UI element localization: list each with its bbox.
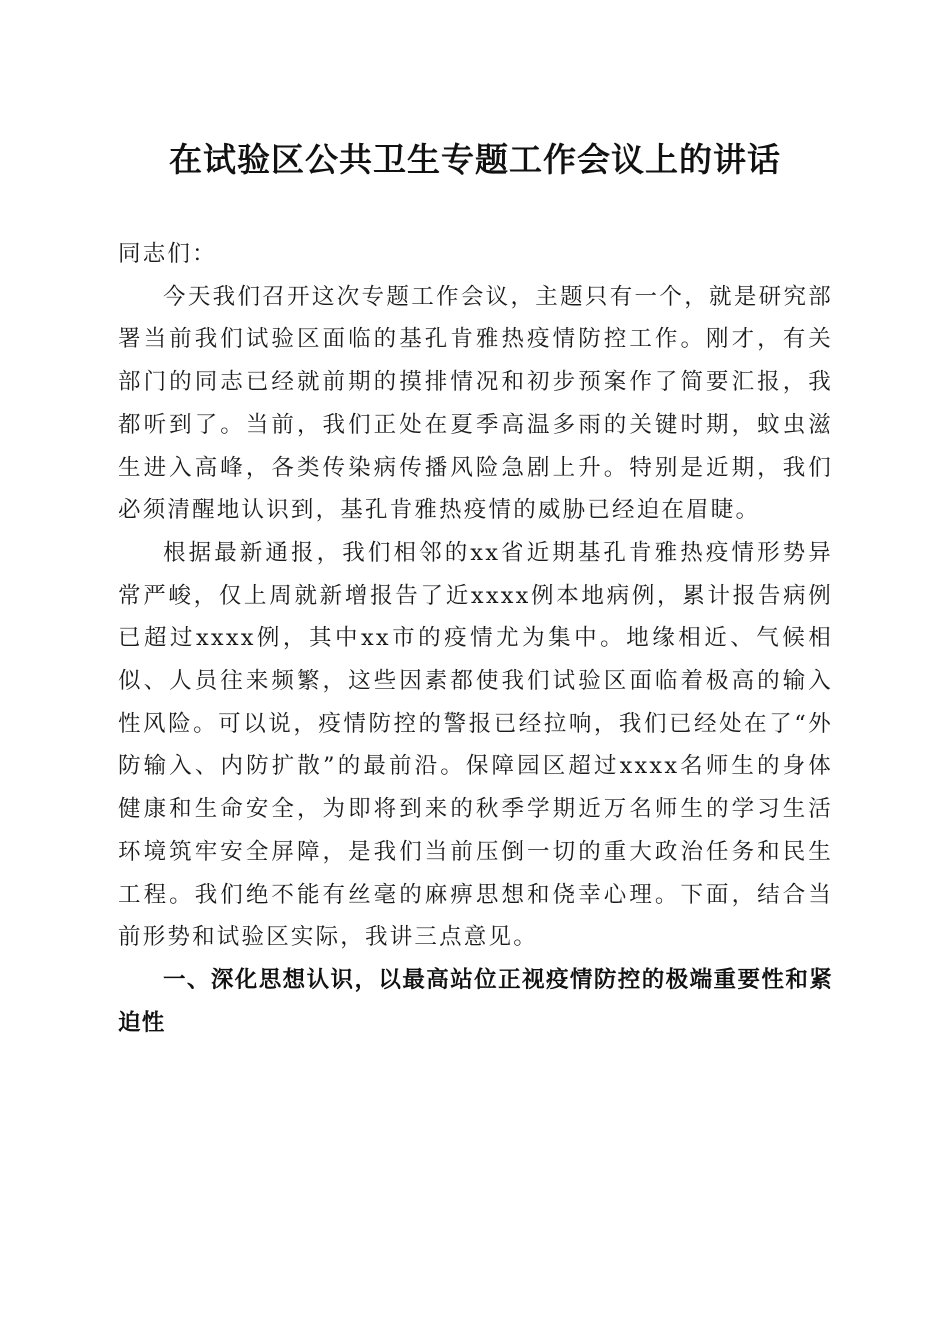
- document-title: 在试验区公共卫生专题工作会议上的讲话: [169, 140, 781, 179]
- document-body: [118, 233, 833, 1044]
- salutation: 同志们：: [118, 241, 217, 267]
- paragraph-2: 根据最新通报，我们相邻的xx省近期基孔肯雅热疫情形势异常严峻，仅上周就新增报告了近xxxx例本地病例，累计报告病例已超过xxxx例，其中xx市的疫情尤为集中。地缘相近、气候相似、人员往来频繁，这些因素都使我们试验区面临着极高的输入性风险。可以说，疫情防控的警报已经拉响，我们已经处在了“外防输入、内防扩散”的最前沿。保障园区超过xxxx名师生的身体健康和生命安全，为即将到来的秋季学期近万名师生的学习生活环境筑牢安全屏障，是我们当前压倒一切的重大政治任务和民生工程。我们绝不能有丝毫的麻痹思想和侥幸心理。下面，结合当前形势和试验区实际，我讲三点意见。: [118, 539, 833, 951]
- paragraph-1: 今天我们召开这次专题工作会议，主题只有一个，就是研究部署当前我们试验区面临的基孔肯雅热疫情防控工作。刚才，有关部门的同志已经就前期的摸排情况和初步预案作了简要汇报，我都听到了。当前，我们正处在夏季高温多雨的关键时期，蚊虫滋生进入高峰，各类传染病传播风险急剧上升。特别是近期，我们必须清醒地认识到，基孔肯雅热疫情的威胁已经迫在眉睫。: [118, 283, 833, 524]
- section-heading-1: 一、深化思想认识，以最高站位正视疫情防控的极端重要性和紧迫性: [118, 966, 833, 1036]
